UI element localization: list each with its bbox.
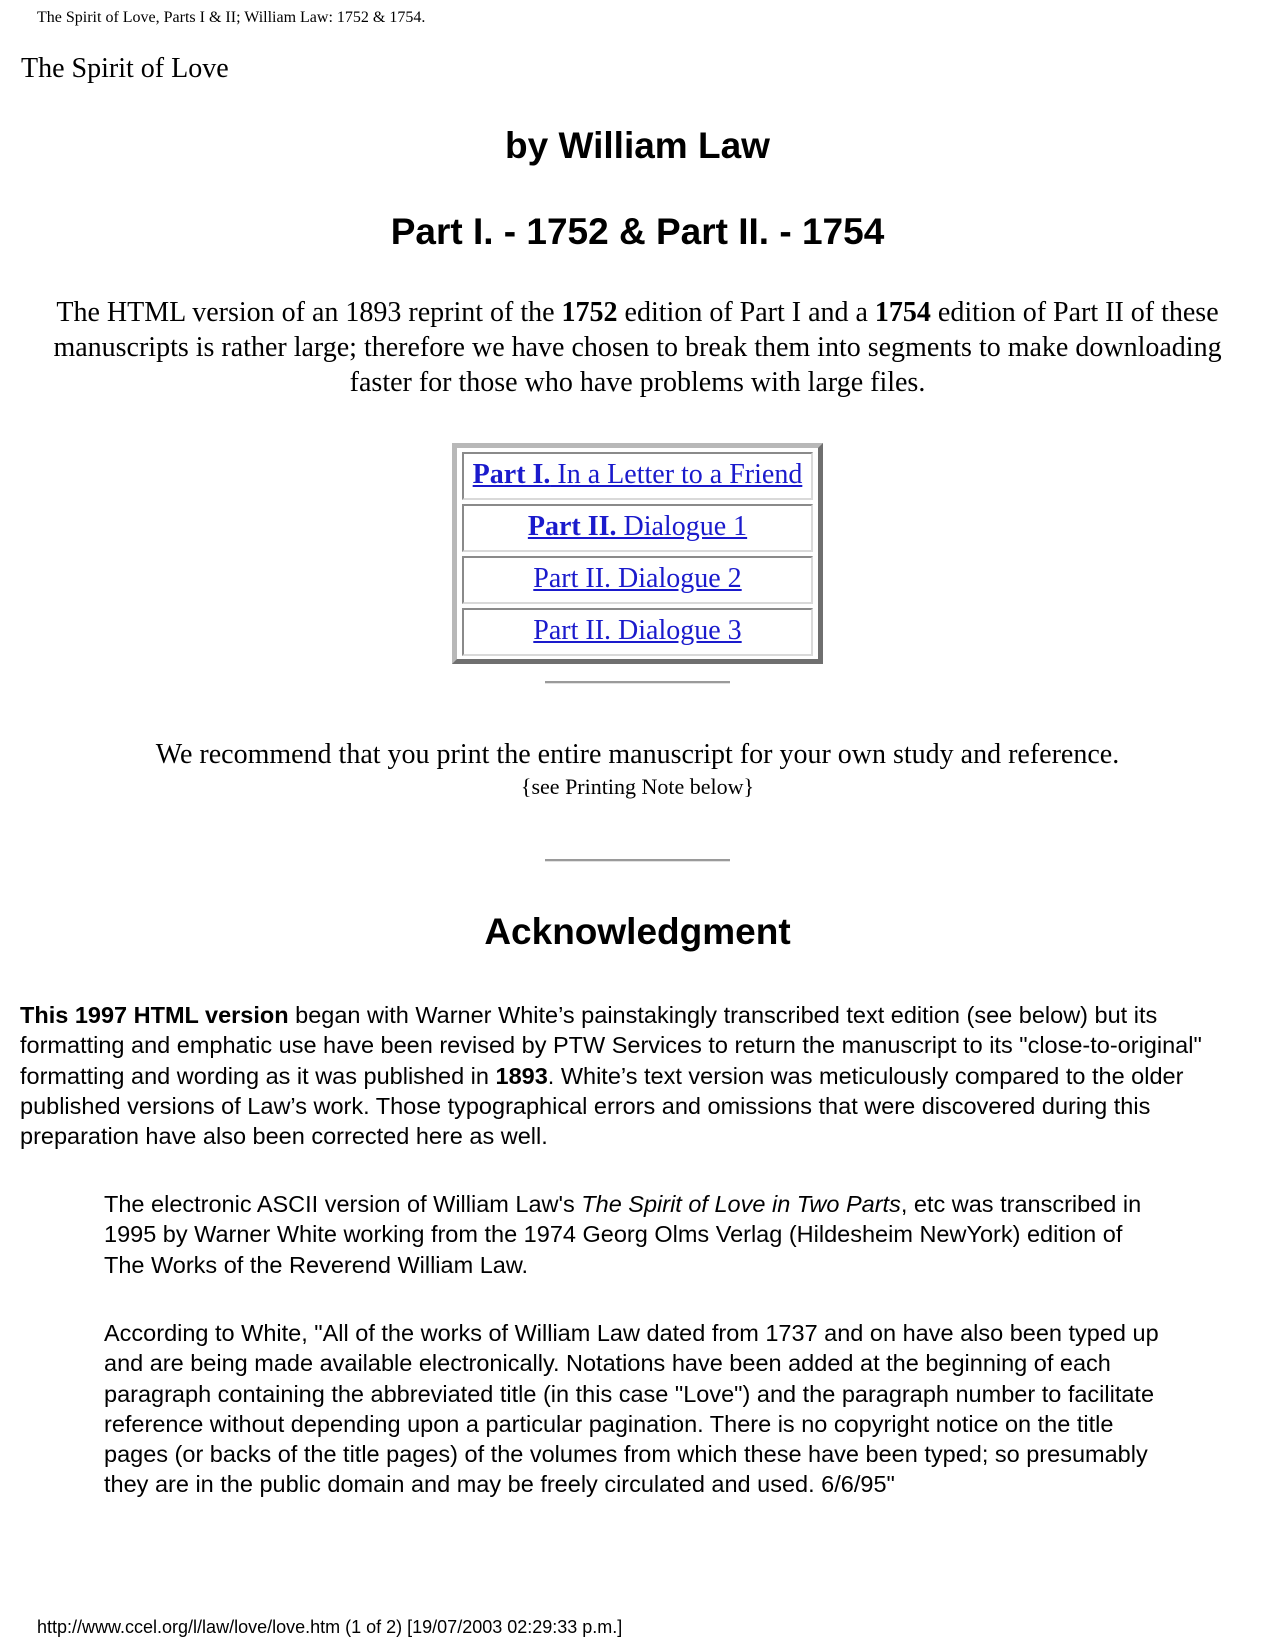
parts-heading: Part I. - 1752 & Part II. - 1754 <box>390 211 885 252</box>
link-part-label: Part I. <box>472 459 551 490</box>
author-heading: by William Law <box>505 125 770 166</box>
ack-year: 1893 <box>495 1062 548 1089</box>
print-recommendation: We recommend that you print the entire manuscript for your own study and reference. <box>155 739 1120 770</box>
link-label: In a Letter to a Friend <box>550 459 803 490</box>
intro-year-1752: 1752 <box>561 297 618 328</box>
quote-text: , etc was transcribed in 1995 by Warner White working from the 1974 Georg Olms Verlag (Hildesheim NewYork) edition of The Works of the Reverend William Law. <box>104 1191 1142 1278</box>
ack-text: . White’s text version was meticulously compared to the older published versions of Law’s work. Those typographical errors and omissions that were discovered during this preparation have also been corrected here as well. <box>20 1062 1184 1150</box>
document-title: The Spirit of Love <box>21 53 229 84</box>
print-header: The Spirit of Love, Parts I & II; William Law: 1752 & 1754. <box>37 9 426 26</box>
toc-row-part2-dialogue2 <box>462 556 813 604</box>
intro-text: The HTML version of an 1893 reprint of the <box>56 297 562 328</box>
link-part2-dialogue3[interactable]: Part II. Dialogue 3 <box>533 615 742 646</box>
quote-text: The electronic ASCII version of William Law's <box>104 1191 582 1217</box>
toc-row-part2-dialogue3 <box>462 608 813 656</box>
link-part2-dialogue2[interactable]: Part II. Dialogue 2 <box>533 563 742 594</box>
link-part1-letter[interactable] <box>473 459 803 490</box>
table-of-contents <box>452 443 823 664</box>
intro-text: edition of Part II of these manuscripts is rather large; therefore we have chosen to break them into segments to make downloading faster for those who have problems with large files. <box>53 297 1222 398</box>
link-part-label: Part II. <box>527 511 617 542</box>
acknowledgment-heading: Acknowledgment <box>484 911 791 952</box>
ack-text: began with Warner White’s painstakingly transcribed text edition (see below) but its formatting and emphatic use have been revised by PTW Services to return the manuscript to its "close-to-original" formatting and wording as it was published in <box>20 1002 1202 1089</box>
intro-year-1754: 1754 <box>874 297 931 328</box>
intro-paragraph <box>20 295 1255 400</box>
ascii-version-note <box>104 1189 1164 1280</box>
link-part2-dialogue1[interactable] <box>528 511 747 542</box>
horizontal-rule <box>545 681 730 684</box>
acknowledgment-paragraph <box>20 1000 1260 1151</box>
print-footer: http://www.ccel.org/l/law/love/love.htm (1 of 2) [19/07/2003 02:29:33 p.m.] <box>37 1617 623 1637</box>
toc-row-part2-dialogue1 <box>462 504 813 552</box>
intro-text: edition of Part I and a <box>617 297 875 328</box>
white-quotation: According to White, "All of the works of William Law dated from 1737 and on have also been typed up and are being made available electronically. Notations have been added at the beginning of each paragraph containing the abbreviated title (in this case "Love") and the paragraph number to facilitate reference without depending upon a particular pagination. There is no copyright notice on the title pages (or backs of the title pages) of the volumes from which these have been typed; so presumably they are in the public domain and may be freely circulated and used. 6/6/95" <box>104 1320 1159 1498</box>
toc-row-part1-letter <box>462 452 813 500</box>
ack-lead: This 1997 HTML version <box>20 1002 289 1028</box>
printing-note-reference: {see Printing Note below} <box>520 774 755 799</box>
horizontal-rule <box>545 859 730 862</box>
link-label: Dialogue 1 <box>616 511 748 542</box>
book-title: The Spirit of Love in Two Parts <box>581 1191 901 1217</box>
